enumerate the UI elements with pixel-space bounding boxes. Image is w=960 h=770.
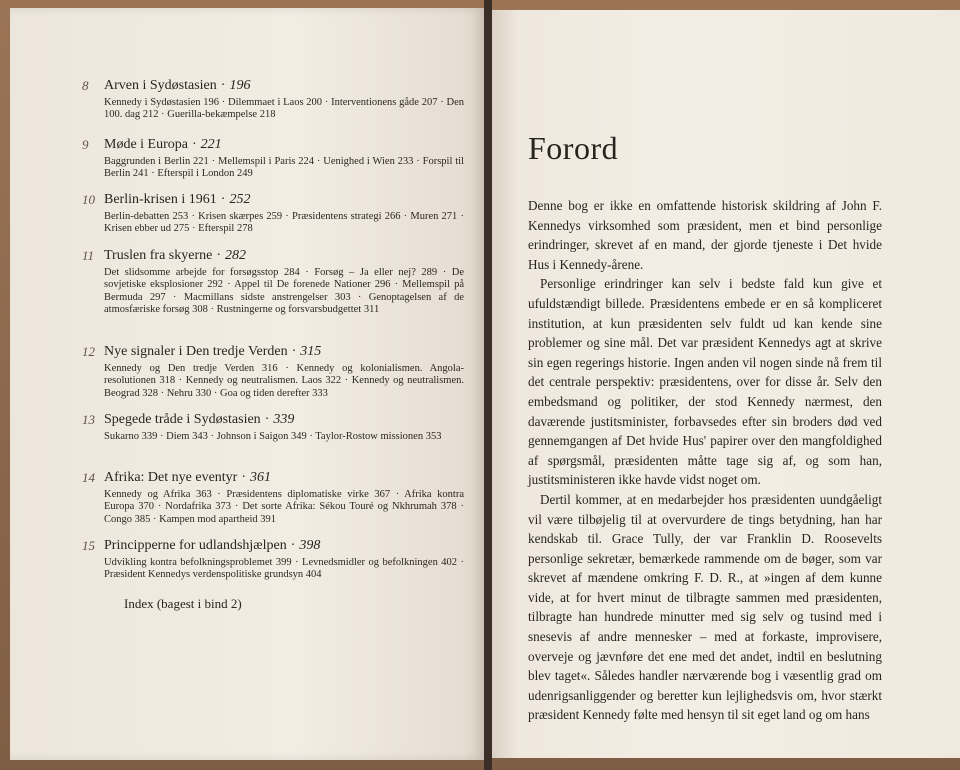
chapter-page: 361 (250, 470, 272, 485)
chapter-title: Nye signaler i Den tredje Verden (104, 344, 288, 359)
chapter-subsections: Udvikling kontra befolkningsproblemet 399 · Levnedsmidler og befolkningen 402 · Præsident Kennedys verdenspolitiske grundsyn 404 (104, 557, 464, 581)
paragraph: Denne bog er ikke en omfattende historisk skildring af John F. Kennedys virksomhed som præsident, men et bind personlige erindringer, skrevet af en mand, der gjorde tjeneste i Det hvide Hus i Kennedy-årene. (528, 198, 882, 272)
toc-entry: 14 Afrika: Det nye eventyr · 361 Kennedy og Afrika 363 · Præsidentens diplomatiske virke 367 · Afrika kontra Europa 370 · Nordafrika 373 · Det sorte Afrika: Sékou Touré og Nkhrumah 378 · Congo 385 · Kampen mod apartheid 391 (82, 470, 464, 525)
toc-entry: 11 Truslen fra skyerne · 282 Det slidsomme arbejde for forsøgsstop 284 · Forsøg – Ja eller nej? 289 · De sovjetiske eksplosioner 292 · Appel til De forenede Nationer 296 · Mellemspil på Bermuda 297 · Macmillans sidste anstrengelser 303 · Genoptagelsen af de atmosfæriske forsøg 308 · Rustningerne og forsvarsbudgettet 311 (82, 248, 464, 316)
chapter-title: Arven i Sydøstasien (104, 78, 217, 93)
chapter-subsections: Kennedy i Sydøstasien 196 · Dilemmaet i Laos 200 · Interventionens gåde 207 · Den 100. dag 212 · Guerilla-bekæmpelse 218 (104, 97, 464, 121)
chapter-title: Truslen fra skyerne (104, 248, 213, 263)
chapter-page: 315 (300, 344, 322, 359)
page-title: Forord (528, 130, 619, 166)
toc-entry: 13 Spegede tråde i Sydøstasien · 339 Sukarno 339 · Diem 343 · Johnson i Saigon 349 · Taylor-Rostow missionen 353 (104, 412, 464, 443)
chapter-number: 15 (82, 538, 95, 553)
toc-entry: 12 Nye signaler i Den tredje Verden · 315 Kennedy og Den tredje Verden 316 · Kennedy og kolonialismen. Angola-resolutionen 318 · Kennedy og neutralismen. Laos 322 · Kennedy og neutralismen. Beograd 328 · Nehru 330 · Goa og tiden derefter 333 (82, 344, 464, 399)
chapter-number: 13 (82, 412, 95, 427)
chapter-number: 11 (82, 248, 95, 263)
chapter-subsections: Sukarno 339 · Diem 343 · Johnson i Saigon 349 · Taylor-Rostow missionen 353 (104, 431, 442, 442)
chapter-subsections: Kennedy og Afrika 363 · Præsidentens diplomatiske virke 367 · Afrika kontra Europa 370 · Nordafrika 373 · Det sorte Afrika: Sékou Touré og Nkhrumah 378 · Congo 385 · Kampen mod apartheid 391 (104, 489, 464, 525)
foreword-body (528, 196, 882, 725)
chapter-title: Spegede tråde i Sydøstasien (104, 412, 261, 427)
toc-entry: 8 Arven i Sydøstasien · 196 Kennedy i Sydøstasien 196 · Dilemmaet i Laos 200 · Interventionens gåde 207 · Den 100. dag 212 · Guerilla-bekæmpelse 218 (82, 78, 464, 121)
toc-entry: 9 Møde i Europa · 221 Baggrunden i Berlin 221 · Mellemspil i Paris 224 · Uenighed i Wien 233 · Forspil til Berlin 241 · Efterspil i London 249 (82, 137, 464, 180)
paragraph: Personlige erindringer kan selv i bedste fald kun give et ufuldstændigt billede. Præsidentens embede er en så kompliceret institution, at kun præsidenten selv fuldt ud kan kende sine problemer og sine mål. Det var præsident Kennedys agt at skrive sin egen regerings historie. Ingen anden vil nogen sinde nå frem til det centrale perspektiv: præsidentens, over for disse år. Selv den embedsmand og politiker, der stod Kennedy nærmest, den daværende justitsminister, forbavsedes efter sin broders død ved gennemgangen af Det hvide Hus' papirer over den mangfoldighed af spørgsmål, præsidenten måtte tage sig af, og som han, justitsministeren ikke havde vidst noget om. (528, 276, 882, 488)
chapter-page: 221 (200, 137, 222, 152)
chapter-subsections: Det slidsomme arbejde for forsøgsstop 284 · Forsøg – Ja eller nej? 289 · De sovjetiske eksplosioner 292 · Appel til De forenede Nationer 296 · Mellemspil på Bermuda 297 · Macmillans sidste anstrengelser 303 · Genoptagelsen af de atmosfæriske forsøg 308 · Rustningerne og forsvarsbudgettet 311 (104, 267, 464, 316)
chapter-subsections: Berlin-debatten 253 · Krisen skærpes 259 · Præsidentens strategi 266 · Muren 271 · Krisen ebber ud 275 · Efterspil 278 (104, 211, 464, 235)
chapter-number: 14 (82, 470, 95, 485)
chapter-subsections: Kennedy og Den tredje Verden 316 · Kennedy og kolonialismen. Angola-resolutionen 318 · Kennedy og neutralismen. Laos 322 · Kennedy og neutralismen. Beograd 328 · Nehru 330 · Goa og tiden derefter 333 (104, 363, 464, 399)
book-gutter (484, 0, 492, 770)
chapter-number: 9 (82, 137, 89, 152)
toc-index-line: Index (bagest i bind 2) (124, 596, 242, 611)
paragraph: Dertil kommer, at en medarbejder hos præsidenten uundgåeligt vil være tilbøjelig til at overvurdere de tings betydning, han har kendskab til. Grace Tully, der var Franklin D. Roosevelts personlige sekretær, bemærkede rammende om de bøger, som var skrevet af mændene omkring F. D. R., at »ingen af dem kunne vide, at for hvert minut de tilbragte sammen med præsidenten, tilbragte han hundrede minutter med sig selv og tusind med i snesevis af andre mennesker – med at forkaste, improvisere, overveje og jævnføre det ene med det andet, indtil en beslutning blev taget«. Således handler nærværende bog i væsentlig grad om udenrigsanliggender og beretter kun lejlighedsvis om, hvor stærkt præsident Kennedy følte med hensyn til sit eget land og om hans (528, 491, 882, 723)
chapter-number: 10 (82, 192, 95, 207)
chapter-page: 282 (225, 248, 247, 263)
chapter-number: 8 (82, 78, 89, 93)
chapter-title: Principperne for udlandshjælpen (104, 538, 287, 553)
chapter-page: 339 (273, 412, 295, 427)
toc-entry: 10 Berlin-krisen i 1961 · 252 Berlin-debatten 253 · Krisen skærpes 259 · Præsidentens strategi 266 · Muren 271 · Krisen ebber ud 275 · Efterspil 278 (82, 192, 464, 235)
chapter-subsections: Baggrunden i Berlin 221 · Mellemspil i Paris 224 · Uenighed i Wien 233 · Forspil til Berlin 241 · Efterspil i London 249 (104, 156, 464, 180)
chapter-page: 252 (229, 192, 251, 207)
chapter-title: Berlin-krisen i 1961 (104, 192, 217, 207)
toc-entry: 15 Principperne for udlandshjælpen · 398 Udvikling kontra befolkningsproblemet 399 · Levnedsmidler og befolkningen 402 · Præsident Kennedys verdenspolitiske grundsyn 404 (82, 538, 464, 581)
chapter-title: Afrika: Det nye eventyr (104, 470, 238, 485)
chapter-page: 196 (229, 78, 251, 93)
chapter-number: 12 (82, 344, 95, 359)
chapter-page: 398 (299, 538, 321, 553)
chapter-title: Møde i Europa (104, 137, 188, 152)
